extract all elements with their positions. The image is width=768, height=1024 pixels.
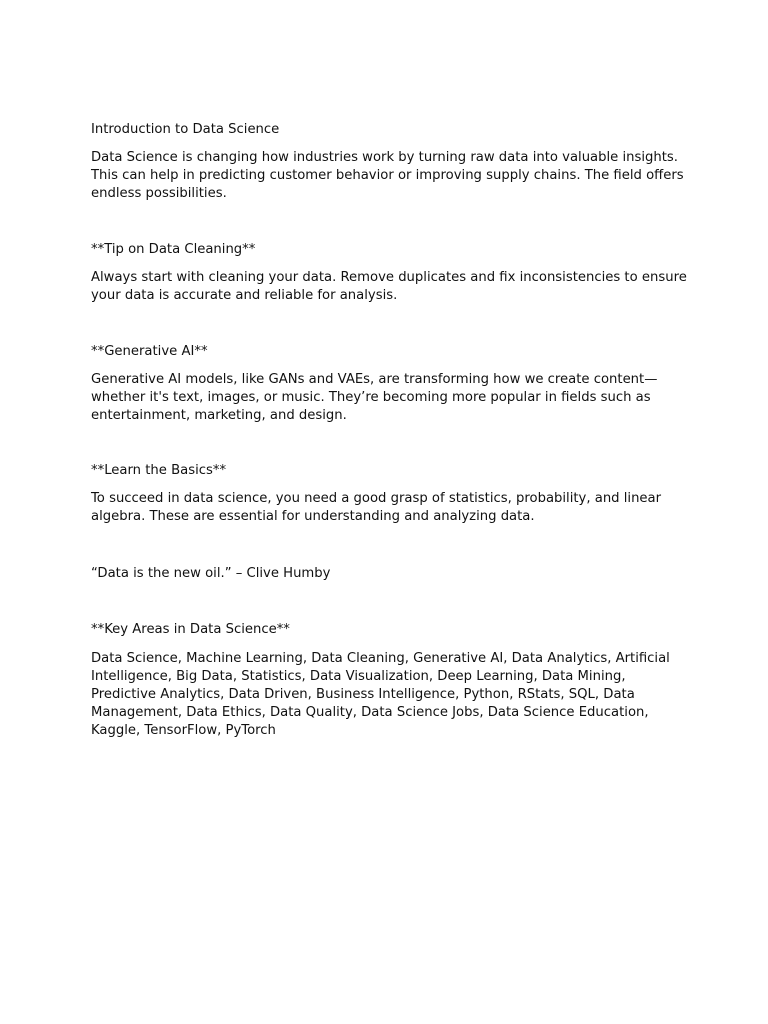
section-heading-data-cleaning: **Tip on Data Cleaning** — [91, 242, 256, 257]
section-body-key-areas: Data Science, Machine Learning, Data Cleaning, Generative AI, Data Analytics, Artificial Intelligence, Big Data, Statistics, Data Visualization, Deep Learning, Data Mining, Predictive Analytics, Data Driven, Business Intelligence, Python, RStats, SQL, Data Management, Data Ethics, Data Quality, Data Science Jobs, Data Science Education, Kaggle, TensorFlow, PyTorch — [91, 651, 670, 738]
section-heading-generative-ai: **Generative AI** — [91, 344, 208, 359]
section-heading-key-areas: **Key Areas in Data Science** — [91, 622, 290, 637]
section-body-generative-ai: Generative AI models, like GANs and VAEs, are transforming how we create content—whether it's text, images, or music. They’re becoming more popular in fields such as entertainment, marketing, and design. — [91, 372, 658, 423]
intro-paragraph: Data Science is changing how industries work by turning raw data into valuable insights. This can help in predicting customer behavior or improving supply chains. The field offers endless possibilities. — [91, 150, 684, 201]
quote-line: “Data is the new oil.” – Clive Humby — [91, 566, 331, 581]
section-body-data-cleaning: Always start with cleaning your data. Remove duplicates and fix inconsistencies to ensure your data is accurate and reliable for analysis. — [91, 270, 687, 303]
section-body-learn-basics: To succeed in data science, you need a good grasp of statistics, probability, and linear algebra. These are essential for understanding and analyzing data. — [91, 491, 662, 524]
section-heading-learn-basics: **Learn the Basics** — [91, 463, 227, 478]
document-title: Introduction to Data Science — [91, 122, 280, 137]
